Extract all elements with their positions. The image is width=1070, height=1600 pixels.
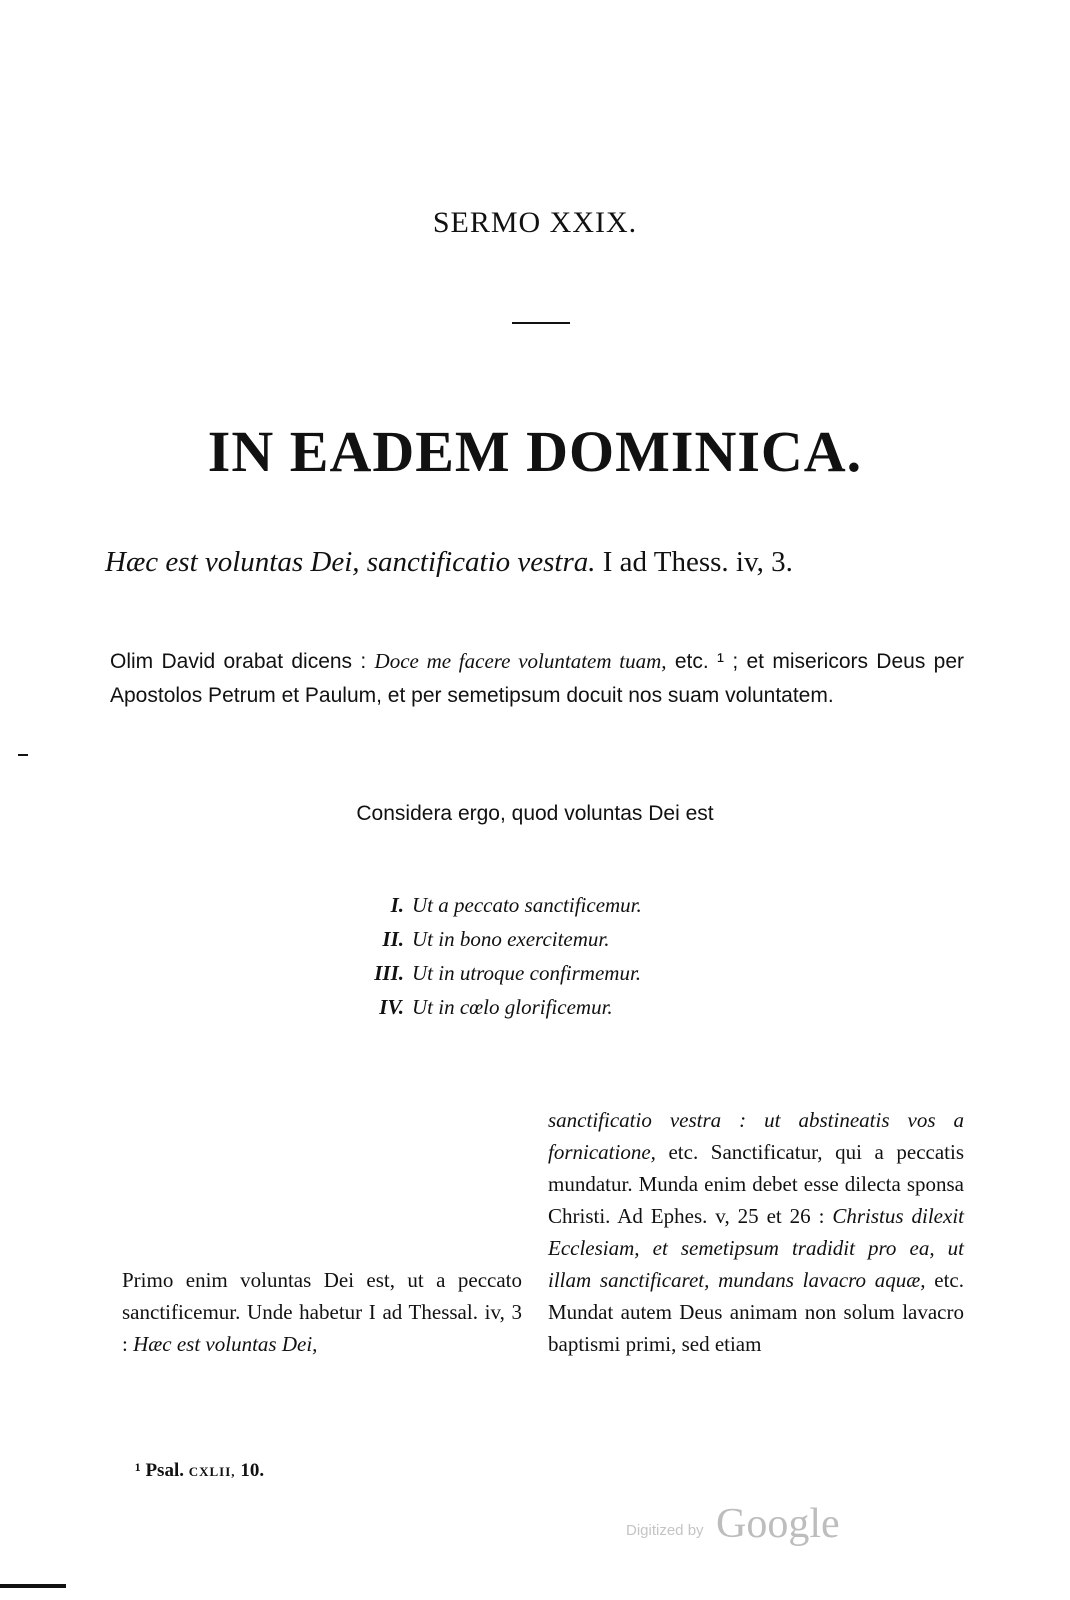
digitized-label: Digitized by [626,1522,704,1539]
point-item [370,922,770,956]
google-watermark: Google [716,1501,840,1547]
point-item [370,990,770,1024]
scan-mark [18,754,28,756]
point-number: IV. [379,995,404,1019]
point-item [370,888,770,922]
point-number: I. [390,893,404,917]
footnote-number: 10. [240,1460,265,1481]
points-list [370,888,770,1024]
body-column-left [122,1264,522,1360]
footnote-ref: CXLII, [188,1464,236,1479]
right-quote-2: Christus dilexit Ecclesiam, et semetipsum tradidit pro ea, ut illam sanctificaret, mundans lavacro aquæ, [548,1204,964,1292]
point-number: III. [374,961,404,985]
footnote [135,1460,264,1482]
intro-text-2: etc. ¹ ; et misericors Deus per Apostolos Petrum et Paulum, et per semetipsum docuit nos suam voluntatem. [110,650,965,707]
point-text: Ut in utroque confirmemur. [412,961,642,985]
right-text-1: etc. Sanctificatur, qui a peccatis mundatur. Munda enim debet esse dilecta sponsa Christi. Ad Ephes. v, 25 et 26 : [548,1140,964,1228]
epigraph-reference: I ad Thess. iv, 3. [602,546,793,578]
right-text-2: etc. Mundat autem Deus animam non solum lavacro baptismi primi, sed etiam [548,1268,964,1356]
epigraph [105,546,975,579]
body-column-right [548,1104,964,1360]
point-number: II. [382,927,404,951]
footnote-text: Psal. [145,1460,184,1481]
page-title: IN EADEM DOMINICA. [207,419,863,484]
footnote-marker: ¹ [135,1460,141,1481]
sermon-number: SERMO XXIX. [432,206,638,239]
scan-mark [0,1584,66,1588]
left-quote: Hæc est voluntas Dei, [133,1332,318,1356]
intro-quote: Doce me facere voluntatem tuam, [374,649,667,673]
left-text: Primo enim voluntas Dei est, ut a peccato sanctificemur. Unde habetur I ad Thessal. iv, 3 : [122,1268,522,1356]
intro-text-1: Olim David orabat dicens : [110,650,375,673]
right-quote-1: sanctificatio vestra : ut abstineatis vos a fornicatione, [548,1108,964,1164]
epigraph-quote: Hæc est voluntas Dei, sanctificatio vestra. [105,546,596,578]
intro-paragraph [110,644,964,713]
considera-line: Considera ergo, quod voluntas Dei est [356,802,714,825]
point-text: Ut a peccato sanctificemur. [412,893,642,917]
point-text: Ut in cœlo glorificemur. [412,995,613,1019]
title-divider [512,322,570,324]
point-item [370,956,770,990]
point-text: Ut in bono exercitemur. [412,927,610,951]
